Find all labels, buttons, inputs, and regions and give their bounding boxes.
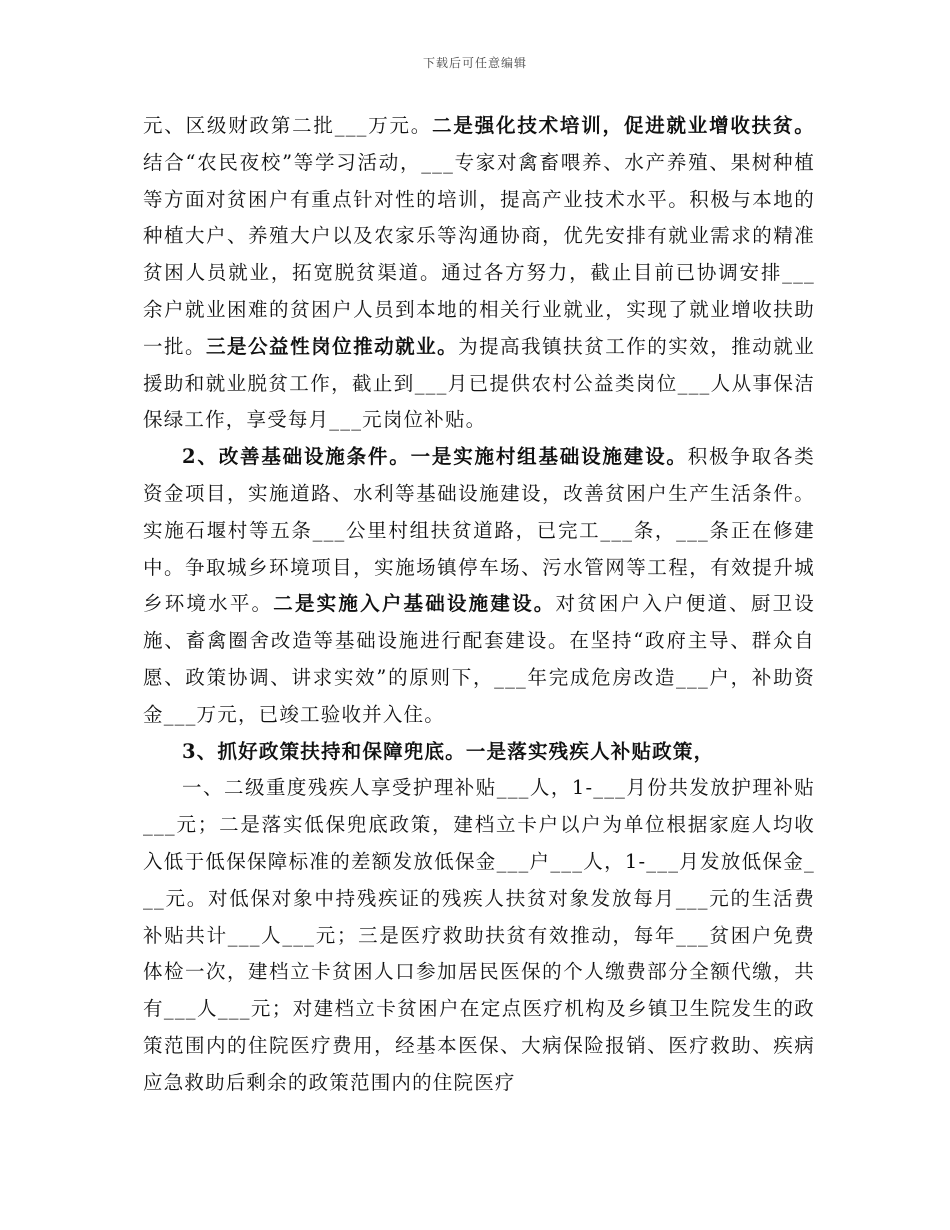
paragraph [143, 734, 815, 771]
bold-text-run: 2、改善基础设施条件。一是实施村组基础设施建设。 [182, 445, 688, 469]
text-run: 元、区级财政第二批___万元。 [143, 114, 433, 137]
page-header: 下载后可任意编辑 [422, 56, 527, 70]
text-run: 一、二级重度残疾人享受护理补贴___人，1-___月份共发放护理补贴___元；二是落实低保兜底政策，建档立卡户以户为单位根据家庭人均收入低于低保保障标准的差额发放低保金___户___人，1-___月发放低保金___元。对低保对象中持残疾证的残疾人扶贫对象发放每月___元的生活费补贴共计___人___元；三是医疗救助扶贫有效推动，每年___贫困户免费体检一次，建档立卡贫困人口参加居民医保的个人缴费部分全额代缴，共有___人___元；对建档立卡贫困户在定点医疗机构及乡镇卫生院发生的政策范围内的住院医疗费用，经基本医保、大病保险报销、医疗救助、疾病应急救助后剩余的政策范围内的住院医疗 [143, 776, 815, 1094]
paragraph [143, 439, 815, 733]
bold-text-run: 二是实施入户基础设施建设。 [273, 592, 556, 616]
document-body [143, 108, 815, 1102]
bold-text-run: 三是公益性岗位推动就业。 [206, 334, 459, 358]
bold-text-run: 二是强化技术培训，促进就业增收扶贫。 [432, 114, 815, 137]
text-run: 对贫困户入户便道、厨卫设施、畜禽圈舍改造等基础设施进行配套建设。在坚持“政府主导、群众自愿、政策协调、讲求实效”的原则下，___年完成危房改造___户，补助资金___万元，已竣工验收并入住。 [143, 592, 816, 726]
bold-text-run: 3、抓好政策扶持和保障兜底。一是落实残疾人补贴政策， [182, 739, 715, 763]
text-run: 结合“农民夜校”等学习活动，___专家对禽畜喂养、水产养殖、果树种植等方面对贫困户有重点针对性的培训，提高产业技术水平。积极与本地的种植大户、养殖大户以及农家乐等沟通协商，优先安排有就业需求的精准贫困人员就业，拓宽脱贫渠道。通过各方努力，截止目前已协调安排___余户就业困难的贫困户人员到本地的相关行业就业，实现了就业增收扶助一批。 [143, 150, 815, 358]
paragraph [143, 770, 815, 1101]
text-run: 为提高我镇扶贫工作的实效，推动就业援助和就业脱贫工作，截止到___月已提供农村公益类岗位___人从事保洁保绿工作，享受每月___元岗位补贴。 [143, 334, 815, 432]
text-run: 积极争取各类资金项目，实施道路、水利等基础设施建设，改善贫困户生产生活条件。实施石堰村等五条___公里村组扶贫道路，已完工___条，___条正在修建中。争取城乡环境项目，实施场镇停车场、污水管网等工程，有效提升城乡环境水平。 [143, 445, 815, 616]
paragraph [143, 108, 815, 439]
